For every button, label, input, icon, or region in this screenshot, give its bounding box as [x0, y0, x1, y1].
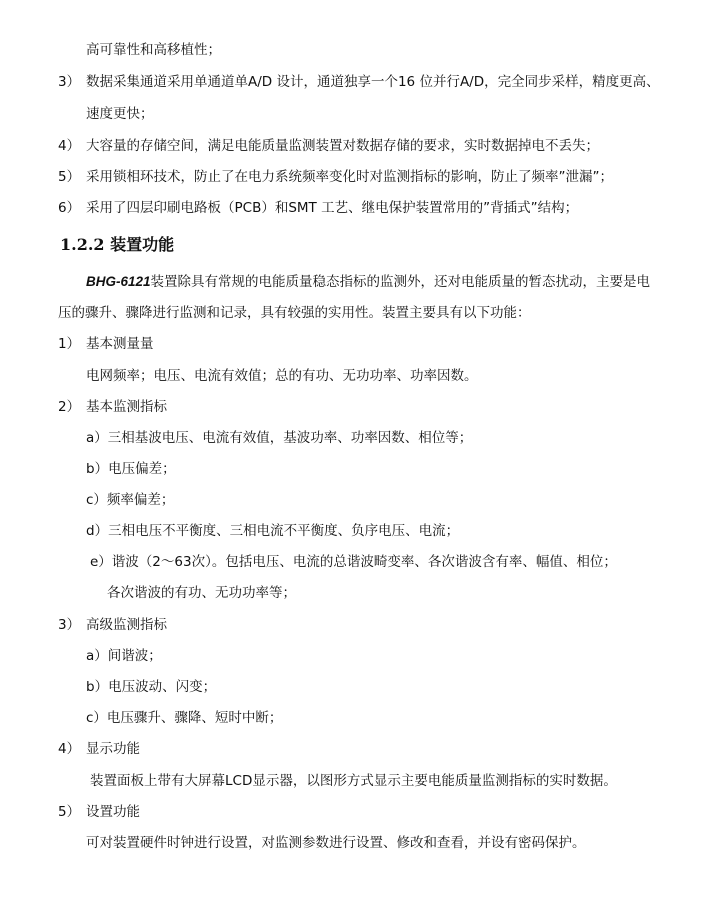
sub-item-text: c）电压骤升、骤降、短时中断； — [86, 710, 283, 726]
sub-item-text: b）电压偏差； — [86, 461, 176, 477]
sub-item-text: d）三相电压不平衡度、三相电流不平衡度、负序电压、电流； — [86, 523, 460, 539]
sub-item-text: a）间谐波； — [86, 648, 162, 664]
paragraph-text: 压的骤升、骤降进行监测和记录，具有较强的实用性。装置主要具有以下功能： — [58, 305, 531, 321]
product-model: BHG-6121 — [86, 274, 151, 289]
list-number: 3） — [58, 617, 81, 633]
function-title: 高级监测指标 — [86, 617, 167, 633]
paragraph-text: 速度更快； — [86, 106, 154, 122]
list-number: 2） — [58, 399, 81, 415]
list-text: 数据采集通道采用单通道单A/D 设计，通道独享一个16 位并行A/D，完全同步采样，精度更高、 — [86, 74, 660, 90]
list-number: 6） — [58, 200, 81, 216]
list-text: 采用了四层印刷电路板（PCB）和SMT 工艺、继电保护装置常用的”背插式”结构； — [86, 200, 579, 216]
function-desc: 装置面板上带有大屏幕LCD显示器，以图形方式显示主要电能质量监测指标的实时数据。 — [90, 773, 617, 789]
list-text: 大容量的存储空间，满足电能质量监测装置对数据存储的要求，实时数据掉电不丢失； — [86, 138, 599, 154]
function-desc: 电网频率；电压、电流有效值；总的有功、无功功率、功率因数。 — [86, 368, 478, 384]
function-title: 设置功能 — [86, 804, 140, 820]
list-number: 1） — [58, 336, 81, 352]
list-number: 5） — [58, 169, 81, 185]
sub-item-text: a）三相基波电压、电流有效值，基波功率、功率因数、相位等； — [86, 430, 473, 446]
intro-rest: 装置除具有常规的电能质量稳态指标的监测外，还对电能质量的暂态扰动，主要是电 — [150, 274, 651, 290]
list-text: 采用锁相环技术，防止了在电力系统频率变化时对监测指标的影响，防止了频率”泄漏”； — [86, 169, 613, 185]
intro-text — [86, 272, 650, 292]
function-title: 基本监测指标 — [86, 399, 167, 415]
function-title: 显示功能 — [86, 741, 140, 757]
function-title: 基本测量量 — [86, 336, 154, 352]
sub-item-text: c）频率偏差； — [86, 492, 175, 508]
list-number: 5） — [58, 804, 81, 820]
list-number: 4） — [58, 741, 81, 757]
sub-item-text: 各次谐波的有功、无功功率等； — [107, 585, 296, 601]
sub-item-text: b）电压波动、闪变； — [86, 679, 217, 695]
list-number: 3） — [58, 74, 81, 90]
paragraph-text: 高可靠性和高移植性； — [86, 42, 221, 58]
function-desc: 可对装置硬件时钟进行设置，对监测参数进行设置、修改和查看，并设有密码保护。 — [86, 835, 586, 851]
sub-item-text: e）谐波（2～63次）。包括电压、电流的总谐波畸变率、各次谐波含有率、幅值、相位； — [90, 554, 617, 570]
section-heading: 1.2.2 装置功能 — [60, 235, 175, 254]
list-number: 4） — [58, 138, 81, 154]
